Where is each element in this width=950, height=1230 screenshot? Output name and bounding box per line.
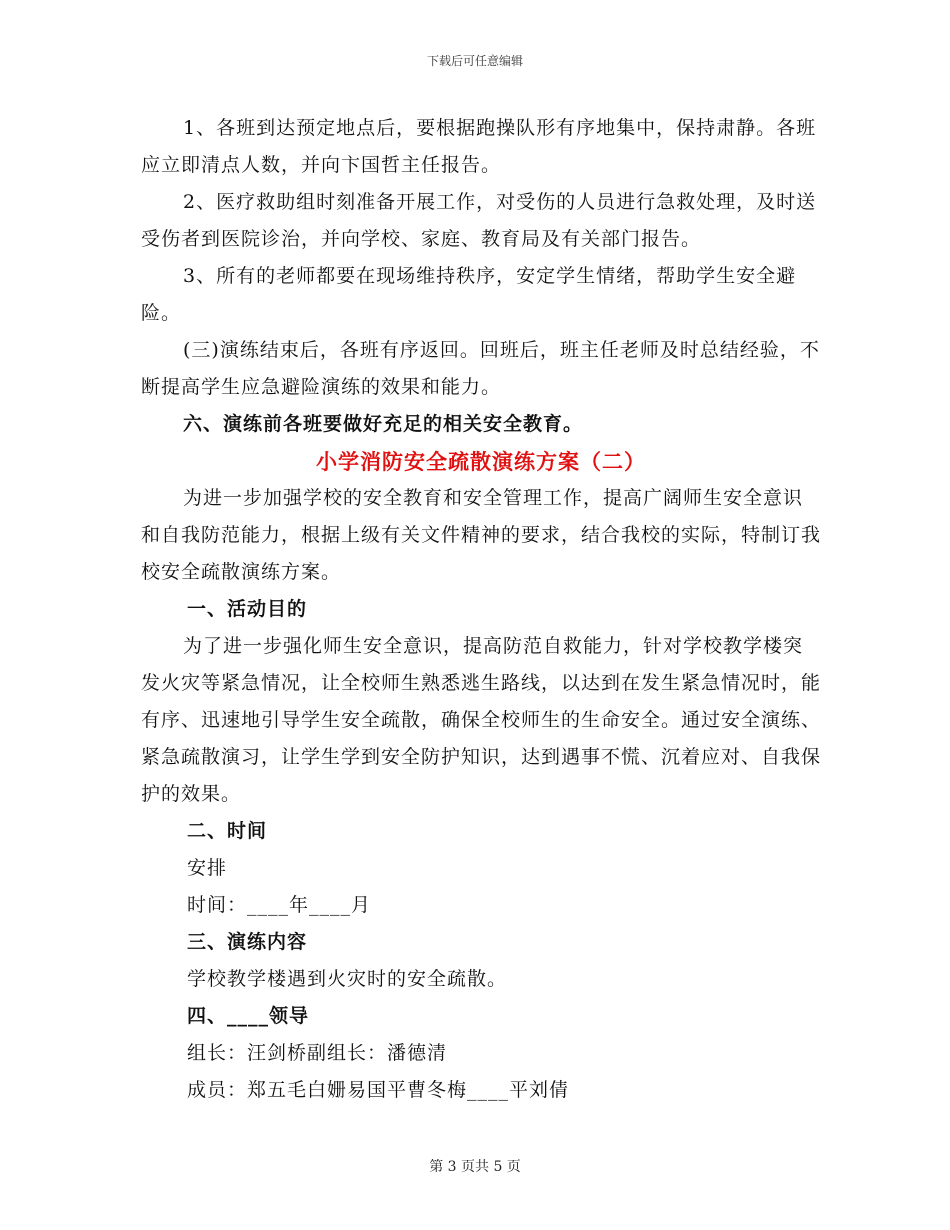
intro-paragraph: 为进一步加强学校的安全教育和安全管理工作，提高广阔师生安全意识和自我防范能力，根据上级有关文件精神的要求，结合我校的实际，特制订我校安全疏散演练方案。 <box>141 487 822 583</box>
heading-time: 二、时间 <box>187 820 268 842</box>
time-text: 时间：____年____月 <box>187 894 372 916</box>
paragraph-3: 3、所有的老师都要在现场维持秩序，安定学生情绪，帮助学生安全避险。 <box>141 265 797 324</box>
paragraph-4: (三)演练结束后，各班有序返回。回班后，班主任老师及时总结经验，不断提高学生应急避险演练的效果和能力。 <box>141 339 820 398</box>
heading-content: 三、演练内容 <box>187 931 308 953</box>
leader-text: 组长：汪剑桥副组长：潘德清 <box>187 1042 448 1064</box>
paragraph-2: 2、医疗救助组时刻准备开展工作，对受伤的人员进行急救处理，及时送受伤者到医院诊治，并向学校、家庭、教育局及有关部门报告。 <box>141 191 817 250</box>
purpose-paragraph: 为了进一步强化师生安全意识，提高防范自救能力，针对学校教学楼突发火灾等紧急情况，让全校师生熟悉逃生路线，以达到在发生紧急情况时，能有序、迅速地引导学生安全疏散，确保全校师生的生命安全。通过安全演练、紧急疏散演习，让学生学到安全防护知识，达到遇事不慌、沉着应对、自我保护的效果。 <box>141 635 822 805</box>
page-footer: 第 3 页共 5 页 <box>429 1159 521 1175</box>
document-title: 小学消防安全疏散演练方案（二） <box>316 449 646 474</box>
arrangement-text: 安排 <box>187 857 228 879</box>
heading-leadership: 四、____领导 <box>187 1005 310 1027</box>
page-header: 下载后可任意编辑 <box>426 54 523 68</box>
document-body <box>141 110 821 1109</box>
content-text: 学校教学楼遇到火灾时的安全疏散。 <box>187 968 508 990</box>
heading-purpose: 一、活动目的 <box>187 598 308 620</box>
members-text: 成员：郑五毛白姗易国平曹冬梅____平刘倩 <box>187 1079 570 1101</box>
section-heading-6: 六、演练前各班要做好充足的相关安全教育。 <box>183 413 584 435</box>
paragraph-1: 1、各班到达预定地点后，要根据跑操队形有序地集中，保持肃静。各班应立即清点人数，并向卞国哲主任报告。 <box>141 117 817 176</box>
